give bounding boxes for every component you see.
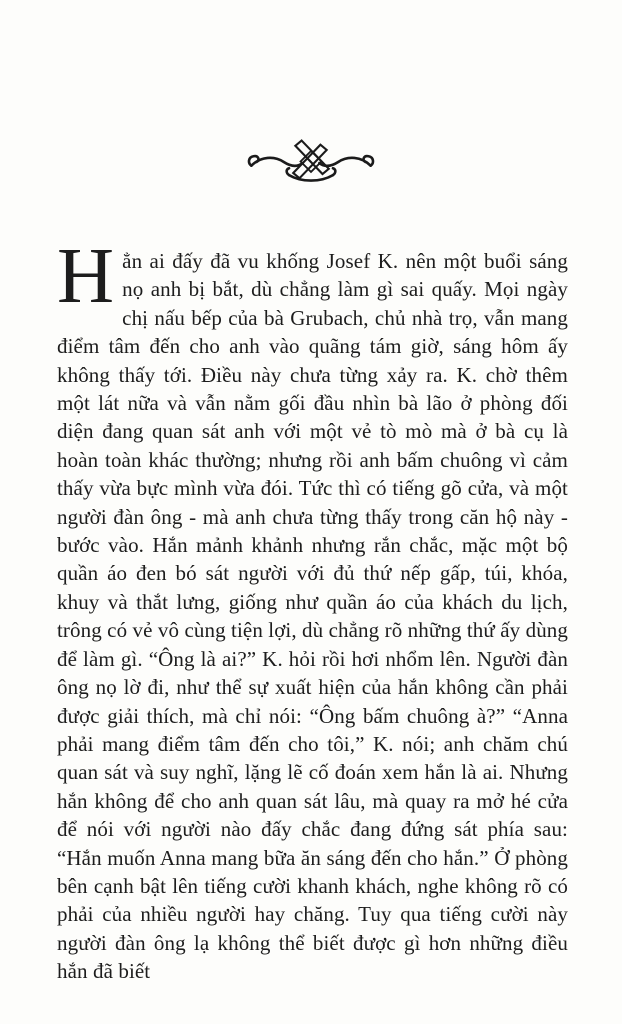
interlaced-knot-flourish-icon [243, 132, 379, 192]
paragraph-text: ẳn ai đấy đã vu khống Josef K. nên một buổi sáng nọ anh bị bắt, dù chẳng làm gì sai quấy. Mọi ngày chị nấu bếp của bà Grubach, chủ nhà trọ, vẫn mang điểm tâm đến cho anh vào quãng tám giờ, sáng hôm ấy không thấy tới. Điều này chưa từng xảy ra. K. chờ thêm một lát nữa và vẫn nằm gối đầu nhìn bà lão ở phòng đối diện đang quan sát anh với một vẻ tò mò mà ở bà cụ là hoàn toàn khác thường; nhưng rồi anh bấm chuông vì cảm thấy vừa bực mình vừa đói. Tức thì có tiếng gõ cửa, và một người đàn ông - mà anh chưa từng thấy trong căn hộ này - bước vào. Hắn mảnh khảnh nhưng rắn chắc, mặc một bộ quần áo đen bó sát người với đủ thứ nếp gấp, túi, khóa, khuy và thắt lưng, giống như quần áo của khách du lịch, trông có vẻ vô cùng tiện lợi, dù chẳng rõ những thứ ấy dùng để làm gì. “Ông là ai?” K. hỏi rồi hơi nhổm lên. Người đàn ông nọ lờ đi, như thể sự xuất hiện của hắn không cần phải được giải thích, mà chỉ nói: “Ông bấm chuông à?” “Anna phải mang điểm tâm đến cho tôi,” K. nói; anh chăm chú quan sát và suy nghĩ, lặng lẽ cố đoán xem hắn là ai. Nhưng hắn không để cho anh quan sát lâu, mà quay ra mở hé cửa để nói với người nào đấy chắc đang đứng sát phía sau: “Hắn muốn Anna mang bữa ăn sáng đến cho hắn.” Ở phòng bên cạnh bật lên tiếng cười khanh khách, nghe không rõ có phải của nhiều người hay chăng. Tuy qua tiếng cười này người đàn ông lạ không thể biết được gì hơn những điều hắn đã biết [57, 249, 569, 984]
chapter-ornament [0, 132, 622, 192]
paragraph [57, 233, 569, 986]
drop-cap: H [57, 233, 115, 320]
